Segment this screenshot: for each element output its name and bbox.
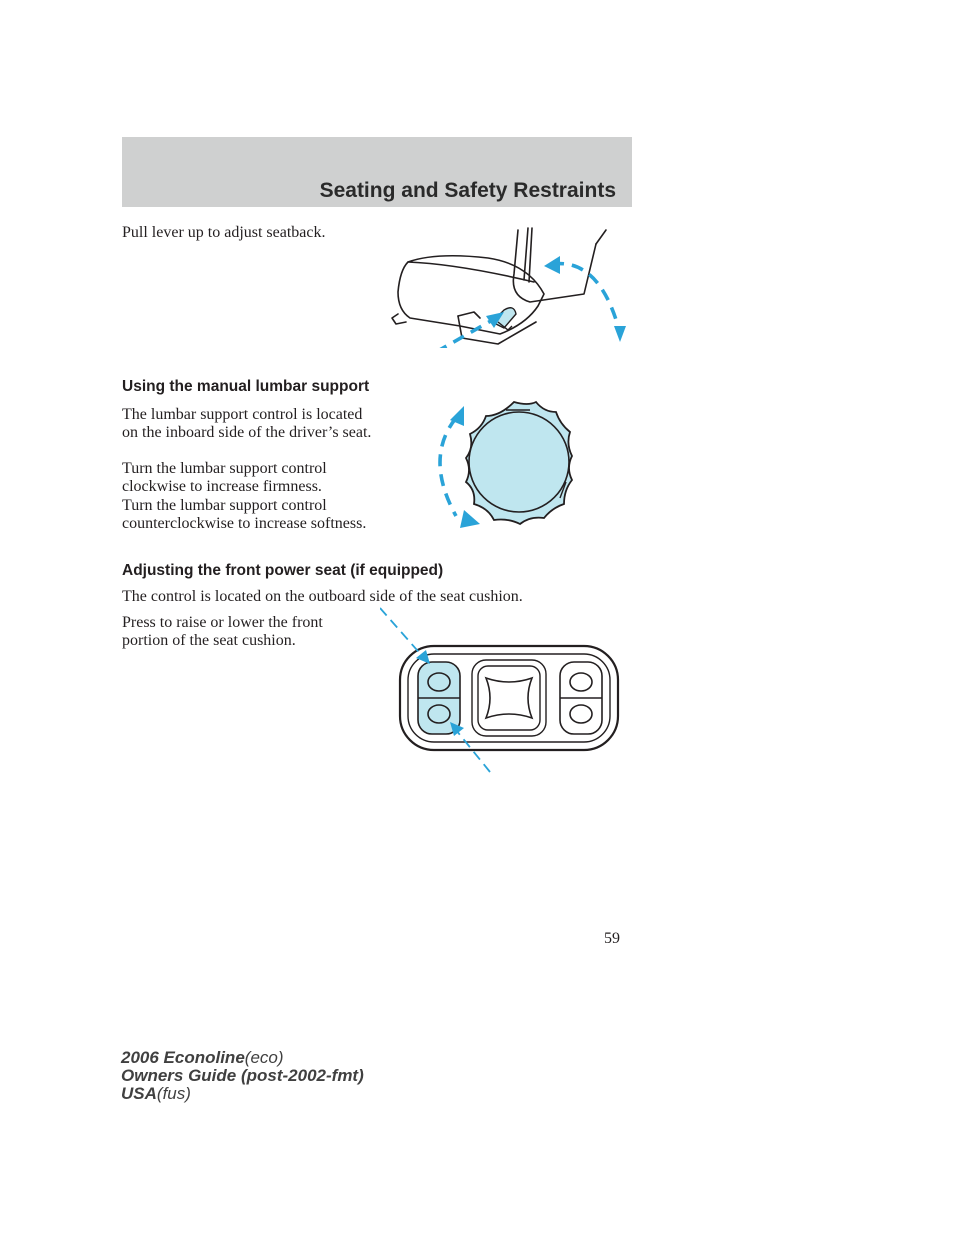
footer-guide-title: Owners Guide (post-2002-fmt) [121, 1066, 364, 1085]
press-up-arrow [380, 608, 424, 658]
lumbar-knob-illustration [420, 398, 590, 538]
power-seat-heading: Adjusting the front power seat (if equipped) [122, 562, 444, 579]
arrow-head-icon [544, 256, 560, 274]
lumbar-paragraph-1: The lumbar support control is located on the inboard side of the driver’s seat. [122, 406, 372, 441]
seat-cushion-outline [398, 256, 544, 334]
seatback-instruction: Pull lever up to adjust seatback. [122, 224, 326, 241]
rotation-arrow [440, 418, 456, 516]
power-paragraph-2: Press to raise or lower the front portion of the seat cushion. [122, 614, 323, 649]
footer-model: 2006 Econoline [121, 1048, 245, 1067]
footer-market: USA [121, 1084, 157, 1103]
lever-pull-arrow [436, 318, 496, 348]
recline-arrow [552, 264, 618, 326]
arrow-head-icon [614, 326, 626, 342]
footer-model-code: (eco) [244, 1048, 284, 1067]
power-seat-control-illustration [380, 606, 630, 778]
lumbar-paragraph-2: Turn the lumbar support control clockwise to increase firmness. [122, 460, 327, 495]
knob-face [469, 412, 569, 512]
page-number: 59 [604, 930, 620, 947]
footer-market-code: (fus) [156, 1084, 191, 1103]
section-header-band [122, 137, 632, 207]
power-paragraph-1: The control is located on the outboard side of the seat cushion. [122, 588, 523, 605]
lumbar-heading: Using the manual lumbar support [122, 378, 370, 395]
seatback-lever-illustration [388, 222, 638, 348]
section-title: Seating and Safety Restraints [319, 179, 616, 202]
lumbar-paragraph-3: Turn the lumbar support control counterclockwise to increase softness. [122, 497, 367, 532]
arrow-head-icon [460, 510, 480, 528]
document-footer [121, 1049, 364, 1103]
